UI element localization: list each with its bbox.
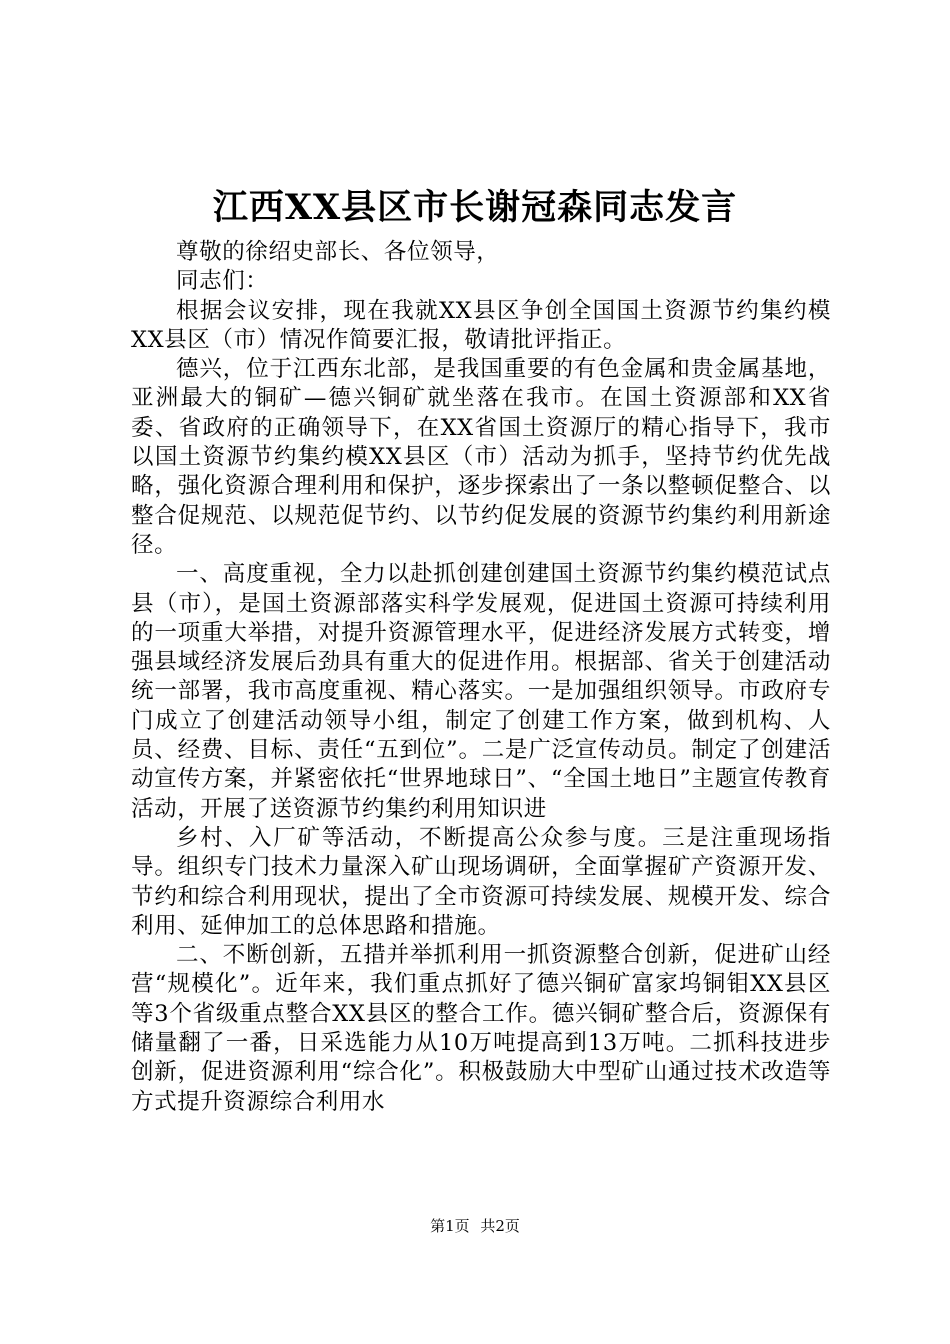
paragraph-intro: 根据会议安排，现在我就XX县区争创全国国土资源节约集约模XX县区（市）情况作简要汇报，敬请批评指正。 [131, 297, 831, 353]
page-number: 第1页 [430, 1217, 470, 1235]
document-body [131, 238, 831, 1117]
paragraph-section-one: 一、高度重视，全力以赴抓创建创建国土资源节约集约模范试点县（市），是国土资源部落实科学发展观，促进国土资源可持续利用的一项重大举措，对提升资源管理水平，促进经济发展方式转变，增强县域经济发展后劲具有重大的促进作用。根据部、省关于创建活动统一部署，我市高度重视、精心落实。一是加强组织领导。市政府专门成立了创建活动领导小组，制定了创建工作方案，做到机构、人员、经费、目标、责任“五到位”。二是广泛宣传动员。制定了创建活动宣传方案，并紧密依托“世界地球日”、“全国土地日”主题宣传教育活动，开展了送资源节约集约利用知识进 [131, 561, 831, 822]
page-total: 共2页 [480, 1217, 520, 1235]
page-footer [0, 1216, 950, 1236]
paragraph-greeting: 同志们： [176, 268, 269, 295]
document-title: 江西XX县区市长谢冠森同志发言 [212, 187, 738, 228]
paragraph-section-two: 二、不断创新，五措并举抓利用一抓资源整合创新，促进矿山经营“规模化”。近年来，我们重点抓好了德兴铜矿富家坞铜钼XX县区等3个省级重点整合XX县区的整合工作。德兴铜矿整合后，资源保有储量翻了一番，日采选能力从10万吨提高到13万吨。二抓科技进步创新，促进资源利用“综合化”。积极鼓励大中型矿山通过技术改造等方式提升资源综合利用水 [131, 942, 831, 1115]
paragraph-background: 德兴，位于江西东北部，是我国重要的有色金属和贵金属基地，亚洲最大的铜矿—德兴铜矿就坐落在我市。在国土资源部和XX省委、省政府的正确领导下，在XX省国土资源厅的精心指导下，我市以国土资源节约集约模XX县区（市）活动为抓手，坚持节约优先战略，强化资源合理利用和保护，逐步探索出了一条以整顿促整合、以整合促规范、以规范促节约、以节约促发展的资源节约集约利用新途径。 [131, 356, 831, 558]
paragraph-section-one-continued: 乡村、入厂矿等活动，不断提高公众参与度。三是注重现场指导。组织专门技术力量深入矿山现场调研，全面掌握矿产资源开发、节约和综合利用现状，提出了全市资源可持续发展、规模开发、综合利用、延伸加工的总体思路和措施。 [131, 824, 831, 939]
paragraph-salutation: 尊敬的徐绍史部长、各位领导， [176, 239, 500, 265]
